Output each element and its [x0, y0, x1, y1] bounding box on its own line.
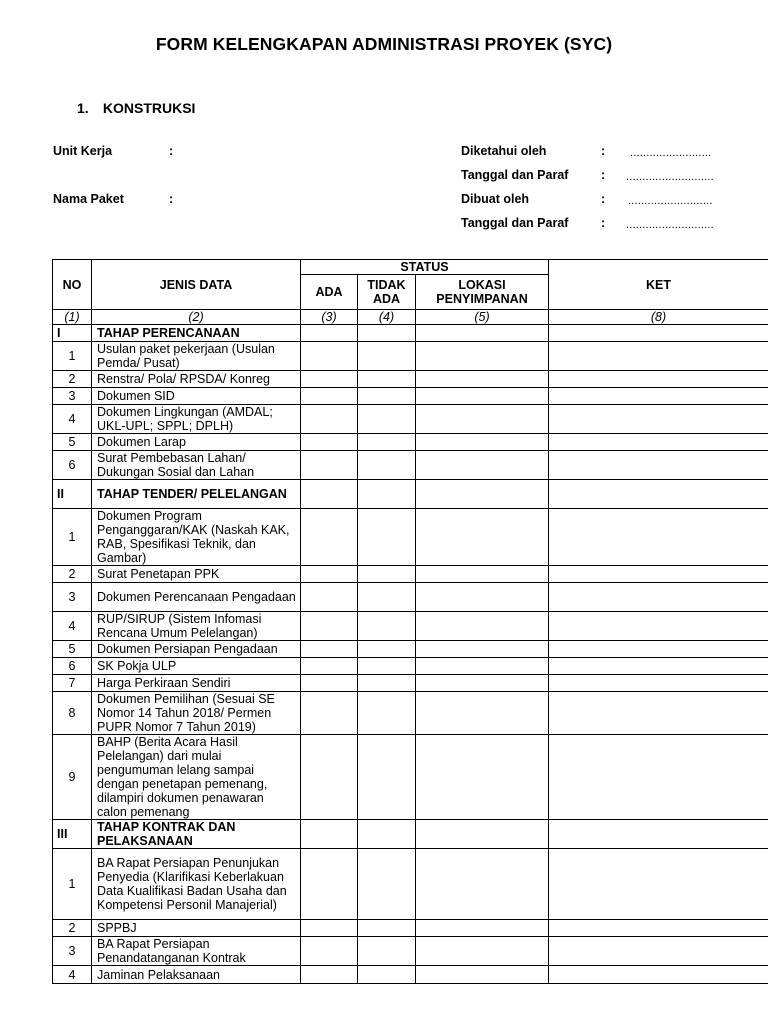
row-number: 1 [53, 849, 92, 920]
lokasi-cell[interactable] [416, 920, 549, 937]
jenis-data-cell: BA Rapat Persiapan Penandatanganan Kontrak [92, 937, 301, 966]
jenis-data-cell: Dokumen Persiapan Pengadaan [92, 641, 301, 658]
tidak-ada-cell[interactable] [358, 388, 416, 405]
tidak-ada-cell[interactable] [358, 658, 416, 675]
dibuat-value: .......................... [628, 195, 713, 207]
tanggal-paraf-label-1: Tanggal dan Paraf [461, 168, 569, 182]
header-tidak-ada-line1: TIDAK [367, 278, 406, 292]
ada-cell[interactable] [301, 480, 358, 509]
row-number: 7 [53, 675, 92, 692]
ket-cell[interactable] [549, 583, 768, 612]
checklist-table [52, 259, 768, 984]
ada-cell[interactable] [301, 451, 358, 480]
table-row [53, 451, 768, 480]
row-number: 1 [53, 342, 92, 371]
index-col-8: (8) [549, 310, 768, 325]
ada-cell[interactable] [301, 966, 358, 984]
ada-cell[interactable] [301, 509, 358, 566]
table-row [53, 675, 768, 692]
ada-cell[interactable] [301, 849, 358, 920]
section-row [53, 325, 768, 342]
tidak-ada-cell[interactable] [358, 612, 416, 641]
tidak-ada-cell[interactable] [358, 325, 416, 342]
header-ada: ADA [301, 275, 358, 310]
ada-cell[interactable] [301, 405, 358, 434]
jenis-data-cell: Surat Pembebasan Lahan/ Dukungan Sosial dan Lahan [92, 451, 301, 480]
ada-cell[interactable] [301, 371, 358, 388]
table-row [53, 920, 768, 937]
ket-cell[interactable] [549, 937, 768, 966]
ada-cell[interactable] [301, 566, 358, 583]
table-row [53, 641, 768, 658]
jenis-data-cell: SPPBJ [92, 920, 301, 937]
section-heading [77, 100, 195, 116]
ada-cell[interactable] [301, 937, 358, 966]
tanggal-paraf-colon-1: : [601, 168, 606, 182]
ket-cell[interactable] [549, 388, 768, 405]
lokasi-cell[interactable] [416, 388, 549, 405]
row-number: 3 [53, 583, 92, 612]
lokasi-cell[interactable] [416, 675, 549, 692]
row-number: 2 [53, 566, 92, 583]
ket-cell[interactable] [549, 566, 768, 583]
tidak-ada-cell[interactable] [358, 451, 416, 480]
nama-paket-label: Nama Paket [53, 192, 124, 206]
ada-cell[interactable] [301, 641, 358, 658]
ket-cell[interactable] [549, 612, 768, 641]
header-tidak-ada-line2: ADA [372, 292, 401, 306]
header-status: STATUS [301, 260, 549, 275]
jenis-data-cell: Dokumen Larap [92, 434, 301, 451]
tidak-ada-cell[interactable] [358, 342, 416, 371]
table-row [53, 692, 768, 735]
ket-cell[interactable] [549, 480, 768, 509]
row-number: I [53, 325, 92, 342]
tidak-ada-cell[interactable] [358, 849, 416, 920]
table-row [53, 583, 768, 612]
index-col-1: (1) [53, 310, 92, 325]
header-lokasi-line1: LOKASI [458, 278, 506, 292]
tidak-ada-cell[interactable] [358, 509, 416, 566]
jenis-data-cell: RUP/SIRUP (Sistem Infomasi Rencana Umum Pelelangan) [92, 612, 301, 641]
row-number: II [53, 480, 92, 509]
ada-cell[interactable] [301, 820, 358, 849]
section-title-cell: TAHAP KONTRAK DAN PELAKSANAAN [92, 820, 301, 849]
tidak-ada-cell[interactable] [358, 405, 416, 434]
ada-cell[interactable] [301, 612, 358, 641]
jenis-data-cell: Dokumen SID [92, 388, 301, 405]
row-number: 5 [53, 641, 92, 658]
ada-cell[interactable] [301, 692, 358, 735]
table-row [53, 849, 768, 920]
tanggal-paraf-value-1: ........................... [626, 171, 714, 183]
nama-paket-colon: : [169, 192, 174, 206]
jenis-data-cell: BAHP (Berita Acara Hasil Pelelangan) dari mulai pengumuman lelang sampai dengan penetapan pemenang, dilampiri dokumen penawaran calon pemenang [92, 735, 301, 820]
row-number: 6 [53, 451, 92, 480]
tidak-ada-cell[interactable] [358, 434, 416, 451]
table-row [53, 388, 768, 405]
ada-cell[interactable] [301, 583, 358, 612]
jenis-data-cell: Usulan paket pekerjaan (Usulan Pemda/ Pusat) [92, 342, 301, 371]
jenis-data-cell: Dokumen Pemilihan (Sesuai SE Nomor 14 Tahun 2018/ Permen PUPR Nomor 7 Tahun 2019) [92, 692, 301, 735]
row-number: 9 [53, 735, 92, 820]
lokasi-cell[interactable] [416, 566, 549, 583]
lokasi-cell[interactable] [416, 509, 549, 566]
row-number: 2 [53, 371, 92, 388]
row-number: 1 [53, 509, 92, 566]
jenis-data-cell: Surat Penetapan PPK [92, 566, 301, 583]
tidak-ada-cell[interactable] [358, 480, 416, 509]
row-number: III [53, 820, 92, 849]
tanggal-paraf-colon-2: : [601, 216, 606, 230]
table-row [53, 735, 768, 820]
lokasi-cell[interactable] [416, 583, 549, 612]
jenis-data-cell: Dokumen Perencanaan Pengadaan [92, 583, 301, 612]
table-row [53, 434, 768, 451]
diketahui-colon: : [601, 144, 606, 158]
dibuat-label: Dibuat oleh [461, 192, 530, 206]
header-ket: KET [549, 260, 768, 310]
jenis-data-cell: Jaminan Pelaksanaan [92, 966, 301, 984]
table-row [53, 509, 768, 566]
row-number: 6 [53, 658, 92, 675]
ket-cell[interactable] [549, 405, 768, 434]
ket-cell[interactable] [549, 675, 768, 692]
ada-cell[interactable] [301, 920, 358, 937]
table-row [53, 342, 768, 371]
ket-cell[interactable] [549, 434, 768, 451]
ket-cell[interactable] [549, 641, 768, 658]
tidak-ada-cell[interactable] [358, 735, 416, 820]
lokasi-cell[interactable] [416, 735, 549, 820]
header-no: NO [53, 260, 92, 310]
header-tidak-ada [358, 275, 416, 310]
dibuat-colon: : [601, 192, 606, 206]
ket-cell[interactable] [549, 966, 768, 984]
jenis-data-cell: Harga Perkiraan Sendiri [92, 675, 301, 692]
tidak-ada-cell[interactable] [358, 820, 416, 849]
ada-cell[interactable] [301, 675, 358, 692]
ada-cell[interactable] [301, 735, 358, 820]
ket-cell[interactable] [549, 451, 768, 480]
lokasi-cell[interactable] [416, 937, 549, 966]
tidak-ada-cell[interactable] [358, 937, 416, 966]
lokasi-cell[interactable] [416, 692, 549, 735]
section-title: KONSTRUKSI [102, 100, 196, 116]
lokasi-cell[interactable] [416, 820, 549, 849]
diketahui-value: ......................... [630, 147, 712, 159]
tidak-ada-cell[interactable] [358, 920, 416, 937]
lokasi-cell[interactable] [416, 325, 549, 342]
jenis-data-cell: Dokumen Lingkungan (AMDAL; UKL-UPL; SPPL; DPLH) [92, 405, 301, 434]
table-row [53, 966, 768, 984]
section-row [53, 820, 768, 849]
lokasi-cell[interactable] [416, 612, 549, 641]
lokasi-cell[interactable] [416, 966, 549, 984]
ada-cell[interactable] [301, 434, 358, 451]
table-row [53, 937, 768, 966]
tidak-ada-cell[interactable] [358, 692, 416, 735]
section-row [53, 480, 768, 509]
tidak-ada-cell[interactable] [358, 583, 416, 612]
jenis-data-cell: SK Pokja ULP [92, 658, 301, 675]
ket-cell[interactable] [549, 509, 768, 566]
jenis-data-cell: Renstra/ Pola/ RPSDA/ Konreg [92, 371, 301, 388]
lokasi-cell[interactable] [416, 641, 549, 658]
tanggal-paraf-value-2: ........................... [626, 219, 714, 231]
ket-cell[interactable] [549, 820, 768, 849]
ket-cell[interactable] [549, 325, 768, 342]
row-number: 3 [53, 937, 92, 966]
table-row [53, 566, 768, 583]
unit-kerja-label: Unit Kerja [53, 144, 113, 158]
header-lokasi-penyimpanan [416, 275, 549, 310]
ada-cell[interactable] [301, 658, 358, 675]
lokasi-cell[interactable] [416, 480, 549, 509]
index-col-5: (5) [416, 310, 549, 325]
row-number: 5 [53, 434, 92, 451]
tidak-ada-cell[interactable] [358, 566, 416, 583]
tidak-ada-cell[interactable] [358, 371, 416, 388]
table-body [53, 325, 768, 984]
ket-cell[interactable] [549, 342, 768, 371]
lokasi-cell[interactable] [416, 405, 549, 434]
ket-cell[interactable] [549, 849, 768, 920]
ket-cell[interactable] [549, 735, 768, 820]
ket-cell[interactable] [549, 920, 768, 937]
row-number: 8 [53, 692, 92, 735]
table-row [53, 612, 768, 641]
row-number: 4 [53, 966, 92, 984]
tidak-ada-cell[interactable] [358, 966, 416, 984]
lokasi-cell[interactable] [416, 434, 549, 451]
ket-cell[interactable] [549, 371, 768, 388]
lokasi-cell[interactable] [416, 342, 549, 371]
header-jenis-data: JENIS DATA [92, 260, 301, 310]
lokasi-cell[interactable] [416, 658, 549, 675]
index-col-3: (3) [301, 310, 358, 325]
table-row [53, 658, 768, 675]
ket-cell[interactable] [549, 692, 768, 735]
jenis-data-cell: BA Rapat Persiapan Penunjukan Penyedia (Klarifikasi Keberlakuan Data Kualifikasi Badan Usaha dan Kompetensi Personil Manajerial) [92, 849, 301, 920]
section-title-cell: TAHAP TENDER/ PELELANGAN [92, 480, 301, 509]
tanggal-paraf-label-2: Tanggal dan Paraf [461, 216, 569, 230]
ada-cell[interactable] [301, 325, 358, 342]
row-number: 2 [53, 920, 92, 937]
lokasi-cell[interactable] [416, 371, 549, 388]
tidak-ada-cell[interactable] [358, 675, 416, 692]
ada-cell[interactable] [301, 342, 358, 371]
index-col-4: (4) [358, 310, 416, 325]
section-title-cell: TAHAP PERENCANAAN [92, 325, 301, 342]
tidak-ada-cell[interactable] [358, 641, 416, 658]
ket-cell[interactable] [549, 658, 768, 675]
row-number: 4 [53, 405, 92, 434]
table-row [53, 371, 768, 388]
section-number: 1. [77, 100, 89, 116]
row-number: 3 [53, 388, 92, 405]
row-number: 4 [53, 612, 92, 641]
diketahui-label: Diketahui oleh [461, 144, 547, 158]
ada-cell[interactable] [301, 388, 358, 405]
table-row [53, 405, 768, 434]
lokasi-cell[interactable] [416, 451, 549, 480]
document-title: FORM KELENGKAPAN ADMINISTRASI PROYEK (SYC) [155, 34, 613, 54]
lokasi-cell[interactable] [416, 849, 549, 920]
index-col-2: (2) [92, 310, 301, 325]
header-lokasi-line2: PENYIMPANAN [436, 292, 528, 306]
unit-kerja-colon: : [169, 144, 174, 158]
jenis-data-cell: Dokumen Program Penganggaran/KAK (Naskah KAK, RAB, Spesifikasi Teknik, dan Gambar) [92, 509, 301, 566]
